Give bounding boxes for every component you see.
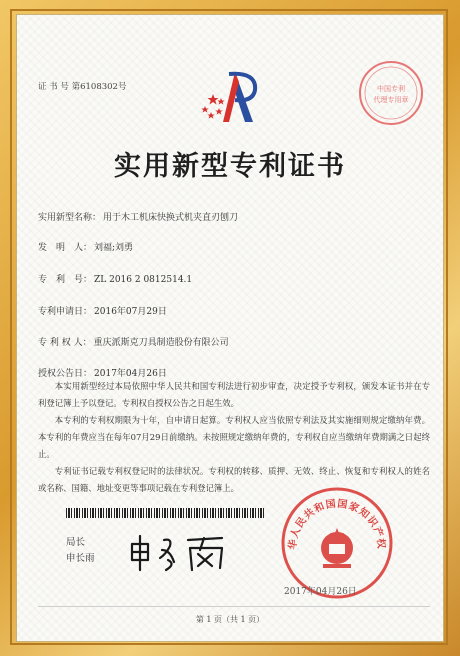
agency-stamp-line-2: 代理专用章 [373,96,409,104]
field-label: 专 利 号： [38,275,93,285]
field-patentee [38,335,229,348]
page-title: 实用新型专利证书 [114,151,346,182]
seal-date: 2017年04月26日 [284,587,357,597]
field-value: 2016年07月29日 [94,307,167,317]
director-signature [126,532,236,578]
certificate-paper [16,14,444,642]
page-number: 第 1 页（共 1 页） [195,615,265,624]
field-value: 用于木工机床快换式机夹直刃刨刀 [103,213,239,223]
field-utility-model-name [38,210,238,223]
director-title: 局长 [66,537,86,548]
field-label: 实用新型名称： [38,213,102,223]
field-label: 发 明 人： [38,243,93,253]
field-value: 2017年04月26日 [94,369,167,379]
sipo-logo-icon [199,68,267,130]
paragraph-term: 本专利的专利权期限为十年，自申请日起算。专利权人应当依照专利法及其实施细则规定缴纳年费。本专利的年费应当在每年07月29日前缴纳。未按照规定缴纳年费的，专利权自应当缴纳年费期满之日起终止。 [38,415,430,459]
field-label: 授权公告日： [38,369,93,379]
field-label: 专 利 权 人： [38,338,92,348]
paragraph-record: 专利证书记载专利权登记时的法律状况。专利权的转移、质押、无效、终止、恢复和专利权人的姓名或名称、国籍、地址变更等事项记载在专利登记簿上。 [38,466,430,493]
field-value: ZL 2016 2 0812514.1 [94,275,193,285]
field-value: 刘福;刘勇 [94,243,134,253]
footer-divider [38,606,430,607]
field-label: 专利申请日： [38,307,93,317]
field-inventor [38,240,133,253]
field-patent-number [38,272,192,285]
certificate-number: 证 书 号 第6108302号 [38,82,127,92]
field-application-date [38,304,167,317]
director-name: 申长雨 [66,553,95,564]
agency-stamp [356,58,426,132]
field-value: 重庆派斯克刀具制造股份有限公司 [93,338,229,348]
barcode [66,508,266,518]
paragraph-grant: 本实用新型经过本局依照中华人民共和国专利法进行初步审查，决定授予专利权，颁发本证书并在专利登记簿上予以登记。专利权自授权公告之日起生效。 [38,381,430,408]
agency-stamp-line-1: 中国专利 [377,85,405,93]
seal-text: 华人民共和国国家知识产权 [287,498,387,550]
